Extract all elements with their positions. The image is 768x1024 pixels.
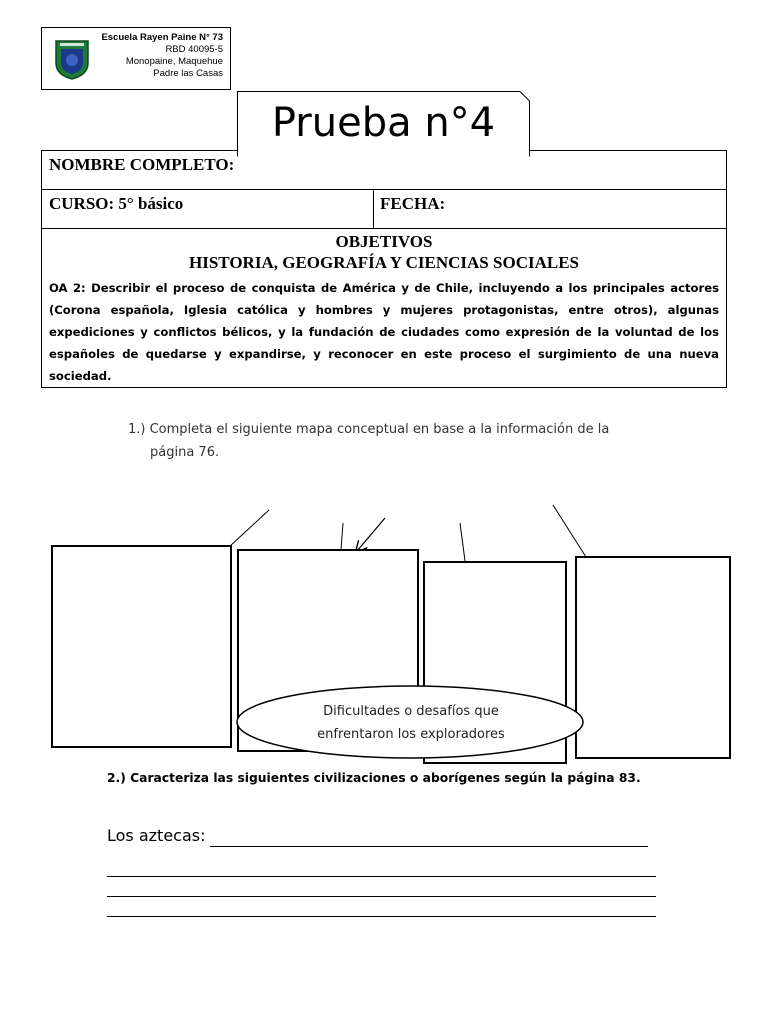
info-table [41,150,727,388]
school-location: Monopaine, Maquehue [125,56,223,67]
objectives-section [42,229,726,387]
answer-line-4[interactable] [107,916,656,917]
objectives-heading: OBJETIVOS [335,232,433,251]
date-label: FECHA: [380,194,446,213]
question-1-line1: 1.) Completa el siguiente mapa conceptual en base a la información de la [128,422,610,437]
objective-text: OA 2: Describir el proceso de conquista de América y de Chile, incluyendo a los principales actores (Corona española, Iglesia católica y hombres y mujeres protagonistas, entre otros), algunas expediciones y conflictos bélicos, y la fundación de ciudades como expresión de la voluntad de los españoles de quedarse y expandirse, y reconocer en este proceso el surgimiento de una nueva sociedad. [49,281,719,383]
answer-box-1[interactable] [52,546,231,747]
question-2: 2.) Caracteriza las siguientes civilizaciones o aborígenes según la página 83. [107,771,641,785]
answer-line-1[interactable] [210,846,648,847]
aztecas-label: Los aztecas: [107,826,206,845]
answer-line-3[interactable] [107,896,656,897]
course-date-row [42,190,726,229]
school-name: Escuela Rayen Paine N° 73 [101,32,223,43]
school-header [41,27,231,90]
school-commune: Padre las Casas [153,68,223,79]
answer-line-2[interactable] [107,876,656,877]
name-label: NOMBRE COMPLETO: [49,155,235,174]
title-tab [237,91,530,157]
school-logo [52,37,92,81]
question-1-line2: página 76. [150,445,220,460]
center-oval-line1: Dificultades o desafíos que [323,704,499,719]
row-divider [373,190,374,228]
page-title: Prueba n°4 [271,100,496,146]
school-info [101,32,223,80]
subject-heading: HISTORIA, GEOGRAFÍA Y CIENCIAS SOCIALES [189,253,579,272]
course-label: CURSO: 5° básico [49,194,184,213]
answer-box-4[interactable] [576,557,730,758]
center-oval-text [238,700,584,746]
question-1 [128,418,668,464]
school-rbd: RBD 40095-5 [165,44,223,55]
center-oval-line2: enfrentaron los exploradores [317,727,505,742]
